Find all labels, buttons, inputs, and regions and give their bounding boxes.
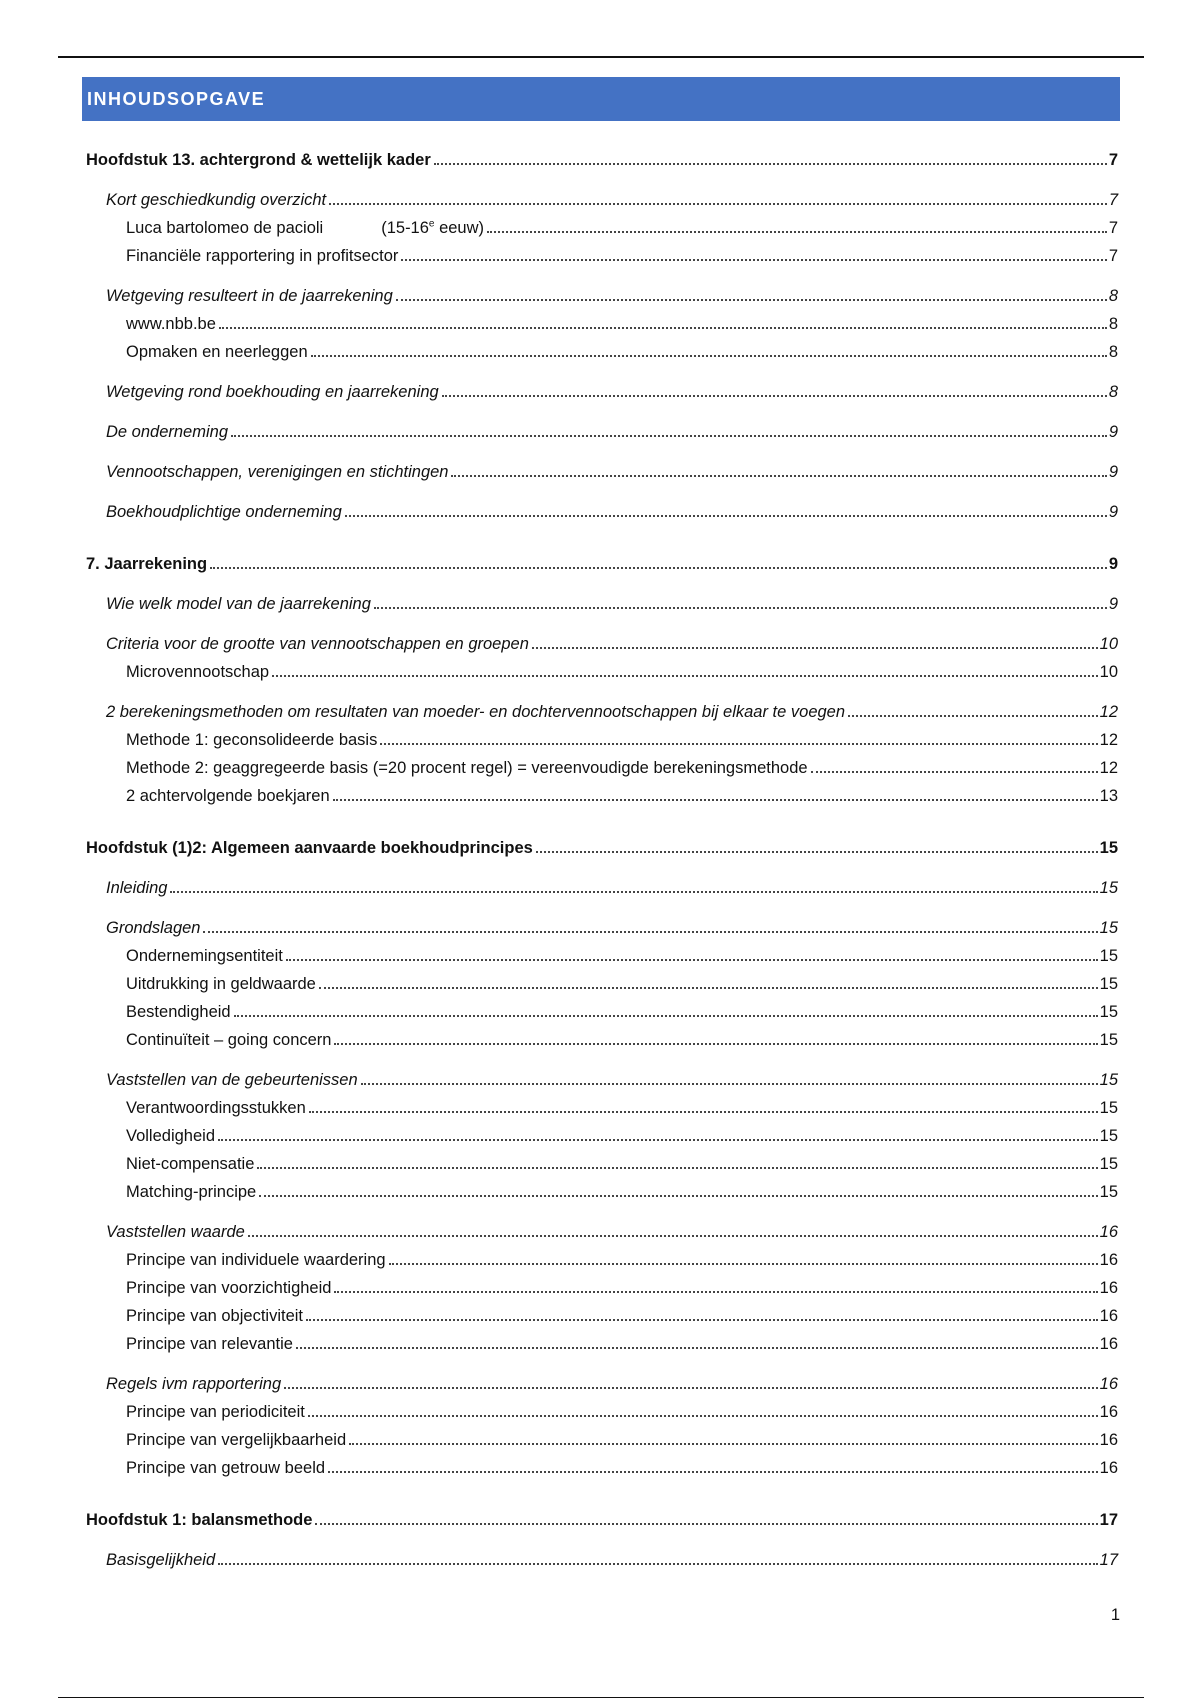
toc-entry-title: Principe van getrouw beeld [126,1459,326,1477]
toc-entry-page: 15 [1099,1155,1118,1173]
toc-entry-title: Verantwoordingsstukken [126,1099,306,1117]
dot-leader [284,1387,1097,1389]
dot-leader [487,231,1107,233]
dot-leader [848,715,1098,717]
dot-leader [218,1563,1097,1565]
toc-entry-title: Boekhoudplichtige onderneming [106,503,342,521]
toc-entry-title: 2 achtervolgende boekjaren [126,787,330,805]
toc-entry-page: 15 [1099,1127,1118,1145]
toc-entry[interactable] [86,870,1118,898]
toc-entry-page: 7 [1108,191,1118,209]
toc-entry-page: 9 [1108,555,1118,573]
toc-entry-page: 8 [1108,343,1118,361]
toc-entry[interactable] [86,278,1118,306]
table-of-contents [86,142,1118,1570]
toc-entry[interactable] [86,722,1118,750]
toc-entry[interactable] [86,1022,1118,1050]
toc-entry-title: Vaststellen waarde [106,1223,245,1241]
toc-entry-page: 9 [1108,503,1118,521]
toc-entry-title: Bestendigheid [126,1003,231,1021]
toc-entry-title: 2 berekeningsmethoden om resultaten van moeder- en dochtervennootschappen bij elkaar te voegen [106,703,846,721]
toc-entry-title: Principe van vergelijkbaarheid [126,1431,347,1449]
toc-entry-title: Hoofdstuk 13. achtergrond & wettelijk kader [86,151,431,169]
toc-entry-title: Methode 1: geconsolideerde basis [126,731,378,749]
toc-entry-page: 15 [1099,1183,1118,1201]
toc-entry-page: 16 [1099,1223,1118,1241]
toc-entry-title: Principe van individuele waardering [126,1251,386,1269]
toc-entry-page: 15 [1099,1071,1118,1089]
toc-entry-title: De onderneming [106,423,228,441]
toc-entry-title: Criteria voor de grootte van vennootschappen en groepen [106,635,529,653]
dot-leader [309,1111,1098,1113]
toc-entry-page: 9 [1108,595,1118,613]
toc-entry[interactable] [86,1270,1118,1298]
dot-leader [308,1415,1098,1417]
toc-entry[interactable] [86,1062,1118,1090]
dot-leader [334,1291,1097,1293]
dot-leader [396,299,1107,301]
dot-leader [532,647,1098,649]
toc-entry-title: Principe van objectiviteit [126,1307,304,1325]
toc-entry-title: Inleiding [106,879,168,897]
toc-entry[interactable] [86,966,1118,994]
dot-leader [380,743,1097,745]
toc-entry-page: 17 [1099,1551,1118,1569]
toc-entry-page: 16 [1099,1307,1118,1325]
toc-entry-title: Vennootschappen, verenigingen en stichtingen [106,463,449,481]
toc-entry-title: Uitdrukking in geldwaarde [126,975,316,993]
toc-entry-title: Methode 2: geaggregeerde basis (=20 procent regel) = vereenvoudigde berekeningsmethode [126,759,808,777]
toc-entry[interactable] [86,830,1118,858]
toc-entry-page: 15 [1099,1031,1118,1049]
dot-leader [361,1083,1098,1085]
toc-entry-page: 15 [1099,879,1118,897]
toc-entry[interactable] [86,910,1118,938]
toc-header: INHOUDSOPGAVE [82,77,1120,121]
toc-entry-title: Wetgeving rond boekhouding en jaarrekening [106,383,439,401]
toc-entry[interactable] [86,778,1118,806]
toc-entry-page: 13 [1099,787,1118,805]
toc-entry-title: Vaststellen van de gebeurtenissen [106,1071,358,1089]
toc-entry[interactable] [86,586,1118,614]
toc-entry-title: Continuïteit – going concern [126,1031,332,1049]
toc-entry-page: 8 [1108,383,1118,401]
toc-entry-title: www.nbb.be [126,315,216,333]
dot-leader [311,355,1107,357]
dot-leader [315,1523,1097,1525]
dot-leader [272,675,1098,677]
toc-entry-page: 16 [1099,1403,1118,1421]
toc-entry-page: 15 [1099,947,1118,965]
toc-entry-page: 9 [1108,463,1118,481]
toc-entry-title: Microvennootschap [126,663,270,681]
dot-leader [329,203,1107,205]
dot-leader [248,1235,1098,1237]
toc-entry[interactable] [86,1242,1118,1270]
top-rule [58,56,1144,58]
dot-leader [319,987,1098,989]
toc-entry-page: 7 [1108,219,1118,237]
toc-entry-title: Ondernemingsentiteit [126,947,283,965]
toc-entry-page: 16 [1099,1335,1118,1353]
toc-entry[interactable] [86,334,1118,362]
toc-entry[interactable] [86,306,1118,334]
toc-entry-title: Niet-compensatie [126,1155,255,1173]
toc-entry-title: Basisgelijkheid [106,1551,216,1569]
toc-entry-page: 16 [1099,1375,1118,1393]
dot-leader [306,1319,1098,1321]
dot-leader [210,567,1107,569]
bottom-rule [58,1697,1144,1698]
toc-entry[interactable] [86,938,1118,966]
toc-entry-title: Hoofdstuk (1)2: Algemeen aanvaarde boekhoudprincipes [86,839,533,857]
toc-entry[interactable] [86,1326,1118,1354]
toc-entry[interactable] [86,494,1118,522]
toc-entry-title: Principe van relevantie [126,1335,293,1353]
toc-entry[interactable] [86,1394,1118,1422]
toc-entry[interactable] [86,1422,1118,1450]
dot-leader [536,851,1098,853]
toc-entry[interactable] [86,1502,1118,1530]
toc-entry-page: 10 [1099,663,1118,681]
dot-leader [218,1139,1098,1141]
toc-entry-page: 16 [1099,1459,1118,1477]
toc-entry-page: 7 [1108,247,1118,265]
toc-entry[interactable] [86,238,1118,266]
toc-entry-page: 17 [1099,1511,1118,1529]
toc-entry-title: Principe van periodiciteit [126,1403,305,1421]
toc-entry[interactable] [86,414,1118,442]
toc-entry[interactable] [86,1450,1118,1478]
toc-entry-page: 16 [1099,1431,1118,1449]
toc-entry[interactable] [86,750,1118,778]
toc-entry-page: 15 [1099,1003,1118,1021]
dot-leader [328,1471,1098,1473]
dot-leader [401,259,1106,261]
toc-entry-page: 8 [1108,287,1118,305]
dot-leader [203,931,1097,933]
toc-entry-page: 15 [1099,839,1118,857]
page-number: 1 [1110,1606,1120,1624]
toc-entry-title: 7. Jaarrekening [86,555,208,573]
toc-entry-page: 15 [1099,919,1118,937]
toc-entry-title: Matching-principe [126,1183,257,1201]
toc-entry[interactable] [86,1146,1118,1174]
toc-entry[interactable] [86,182,1118,210]
dot-leader [345,515,1107,517]
dot-leader [349,1443,1098,1445]
dot-leader [259,1195,1097,1197]
toc-entry[interactable] [86,546,1118,574]
toc-entry-title: Hoofdstuk 1: balansmethode [86,1511,313,1529]
toc-entry[interactable] [86,454,1118,482]
toc-entry[interactable] [86,1090,1118,1118]
dot-leader [374,607,1107,609]
toc-entry[interactable] [86,1118,1118,1146]
dot-leader [389,1263,1098,1265]
toc-entry[interactable] [86,1214,1118,1242]
toc-entry-title: Luca bartolomeo de pacioli (15-16e eeuw) [126,218,485,237]
dot-leader [333,799,1098,801]
dot-leader [811,771,1098,773]
toc-entry-page: 7 [1108,151,1118,169]
dot-leader [451,475,1106,477]
dot-leader [442,395,1107,397]
dot-leader [286,959,1098,961]
toc-entry[interactable] [86,694,1118,722]
dot-leader [170,891,1097,893]
toc-entry-title: Grondslagen [106,919,201,937]
toc-entry-page: 12 [1099,759,1118,777]
dot-leader [231,435,1107,437]
toc-entry-page: 16 [1099,1251,1118,1269]
toc-entry-title: Kort geschiedkundig overzicht [106,191,327,209]
dot-leader [234,1015,1098,1017]
toc-entry[interactable] [86,1298,1118,1326]
toc-entry[interactable] [86,654,1118,682]
dot-leader [219,327,1107,329]
toc-entry-page: 15 [1099,975,1118,993]
toc-entry-page: 9 [1108,423,1118,441]
toc-entry-page: 12 [1099,731,1118,749]
dot-leader [257,1167,1097,1169]
toc-entry-title: Regels ivm rapportering [106,1375,282,1393]
toc-entry-page: 10 [1099,635,1118,653]
toc-entry-title: Wie welk model van de jaarrekening [106,595,371,613]
toc-entry[interactable] [86,210,1118,238]
toc-entry[interactable] [86,1542,1118,1570]
toc-entry-title: Volledigheid [126,1127,215,1145]
toc-entry[interactable] [86,142,1118,170]
toc-entry-page: 15 [1099,1099,1118,1117]
toc-entry[interactable] [86,994,1118,1022]
toc-entry-page: 8 [1108,315,1118,333]
toc-entry-page: 12 [1099,703,1118,721]
toc-entry-title: Principe van voorzichtigheid [126,1279,332,1297]
dot-leader [296,1347,1098,1349]
toc-entry[interactable] [86,1174,1118,1202]
toc-entry-title: Wetgeving resulteert in de jaarrekening [106,287,393,305]
toc-entry[interactable] [86,626,1118,654]
toc-entry-title: Financiële rapportering in profitsector [126,247,399,265]
toc-entry[interactable] [86,1366,1118,1394]
dot-leader [334,1043,1097,1045]
dot-leader [434,163,1107,165]
toc-entry-page: 16 [1099,1279,1118,1297]
toc-entry-title: Opmaken en neerleggen [126,343,308,361]
toc-entry[interactable] [86,374,1118,402]
